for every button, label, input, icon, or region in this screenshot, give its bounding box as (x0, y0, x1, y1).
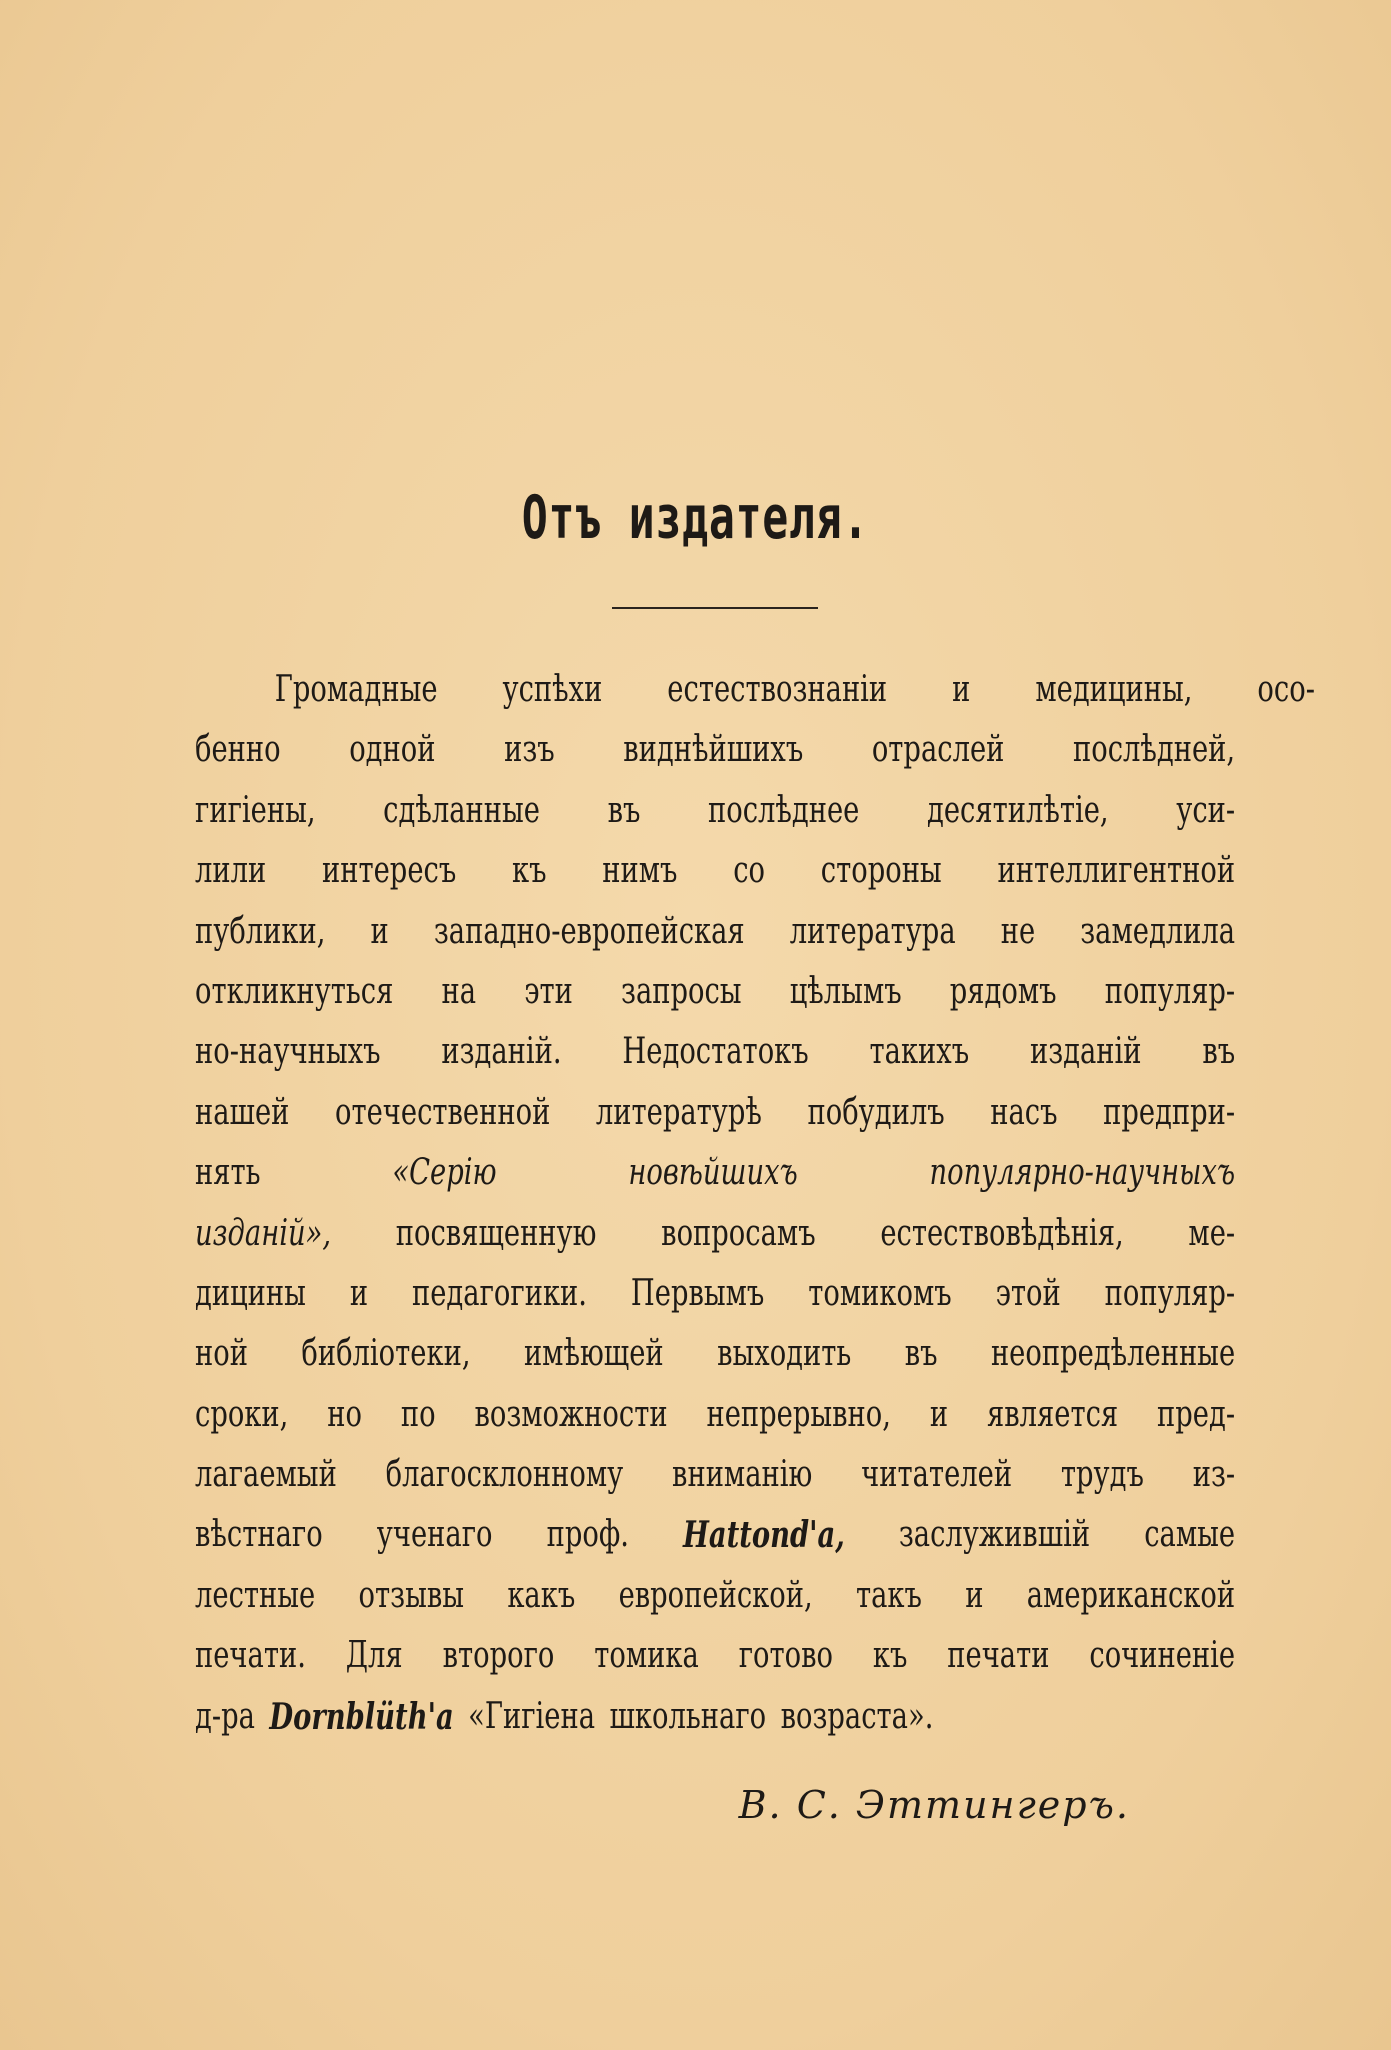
word: посвященную (395, 1212, 597, 1254)
word: американской (1026, 1574, 1236, 1616)
word: заслужившій (898, 1514, 1091, 1556)
word: откликнуться (195, 970, 394, 1012)
word: возможности (474, 1393, 668, 1435)
word: является (986, 1393, 1119, 1435)
word: нашей (195, 1091, 290, 1133)
word: бенно (195, 729, 281, 771)
word: пред- (1157, 1393, 1236, 1435)
word: «Серію (392, 1152, 497, 1194)
word: ной (195, 1333, 248, 1375)
word: популярно-научныхъ (929, 1152, 1236, 1194)
page-title: Отъ издателя. (521, 483, 870, 553)
word: популяр- (1104, 1272, 1236, 1314)
word: печати. (195, 1635, 306, 1677)
word: ученаго (376, 1514, 493, 1556)
text-line (195, 720, 1235, 780)
word: стороны (820, 850, 942, 892)
word: естествознаніи (667, 669, 888, 710)
text-line (195, 1505, 1235, 1565)
word: «Гигіена (468, 1695, 596, 1737)
word: Dornblüth'a (269, 1695, 454, 1738)
word: печати (947, 1635, 1050, 1677)
word: педагогики. (411, 1272, 587, 1314)
word: отраслей (871, 729, 1005, 771)
word: библіотеки, (301, 1333, 471, 1375)
word: Hattond'a, (683, 1514, 845, 1557)
word: томика (594, 1635, 699, 1677)
word: популяр- (1104, 970, 1236, 1012)
text-line (195, 902, 1235, 962)
text-line (195, 781, 1235, 841)
word: Для (345, 1635, 403, 1677)
word: но (327, 1393, 362, 1435)
word: и (929, 1393, 949, 1435)
word: побудилъ (807, 1091, 945, 1133)
word: готово (738, 1635, 834, 1677)
text-line (195, 1687, 1235, 1747)
word: насъ (990, 1091, 1058, 1133)
word: новѣйшихъ (628, 1152, 798, 1194)
text-line (195, 1626, 1235, 1686)
text-line (195, 1324, 1235, 1384)
word: самые (1144, 1514, 1236, 1556)
word: ме- (1188, 1212, 1236, 1254)
word: лагаемый (195, 1454, 337, 1496)
text-line (195, 962, 1235, 1022)
text-line (195, 841, 1235, 901)
word: нять (195, 1152, 261, 1194)
word: изданій», (195, 1212, 332, 1254)
word: гигіены, (195, 789, 316, 831)
text-line (195, 1083, 1235, 1143)
word: лили (195, 850, 267, 892)
title-divider (612, 607, 818, 609)
text-line (195, 1264, 1235, 1324)
signature: В. С. Эттингеръ. (738, 1783, 1130, 1827)
word: имѣющей (523, 1333, 664, 1375)
word: сроки, (195, 1393, 289, 1435)
word: интеллигентной (997, 850, 1236, 892)
word: изданій. (441, 1031, 562, 1073)
word: сочиненіе (1089, 1635, 1236, 1677)
word: непрерывно, (706, 1393, 891, 1435)
word: медицины, (1035, 669, 1193, 710)
word: на (441, 970, 477, 1012)
word: такихъ (869, 1031, 970, 1073)
word: въ (607, 789, 641, 831)
word: и (349, 1272, 369, 1314)
word: изъ (504, 729, 555, 771)
word: со (733, 850, 766, 892)
text-line (195, 660, 1315, 720)
word: проф. (546, 1514, 629, 1556)
word: осо- (1257, 669, 1315, 710)
word: и (952, 669, 971, 710)
word: вниманію (672, 1454, 813, 1496)
word: къ (872, 1635, 908, 1677)
text-line (195, 1445, 1235, 1505)
word: лестные (195, 1574, 316, 1616)
word: десятилѣтіе, (926, 789, 1109, 831)
word: отечественной (334, 1091, 551, 1133)
word: д-ра (195, 1695, 255, 1737)
word: благосклонному (385, 1454, 624, 1496)
word: рядомъ (949, 970, 1057, 1012)
word: из- (1192, 1454, 1236, 1496)
word: такъ (855, 1574, 922, 1616)
word: изданій (1029, 1031, 1142, 1073)
word: вѣстнаго (195, 1514, 323, 1556)
word: литература (789, 910, 956, 952)
word: запросы (621, 970, 742, 1012)
text-line (195, 1566, 1235, 1626)
word: послѣднее (707, 789, 860, 831)
word: Громадные (274, 669, 438, 710)
text-line (195, 1385, 1235, 1445)
word: читателей (861, 1454, 1013, 1496)
word: отзывы (358, 1574, 465, 1616)
word: и (965, 1574, 984, 1616)
word: эти (524, 970, 573, 1012)
word: дицины (195, 1272, 306, 1314)
word: школьнаго (609, 1695, 767, 1737)
word: не (1000, 910, 1036, 952)
word: естествовѣдѣнія, (880, 1212, 1124, 1254)
word: томикомъ (808, 1272, 952, 1314)
word: по (400, 1393, 436, 1435)
word: и (370, 910, 389, 952)
word: послѣдней, (1073, 729, 1236, 771)
word: уси- (1176, 789, 1236, 831)
word: одной (349, 729, 436, 771)
word: Первымъ (630, 1272, 765, 1314)
word: этой (995, 1272, 1061, 1314)
word: Недостатокъ (622, 1031, 809, 1073)
word: неопредѣленные (990, 1333, 1236, 1375)
text-line (195, 1022, 1235, 1082)
text-line (195, 1204, 1235, 1264)
word: интересъ (322, 850, 457, 892)
word: возраста». (780, 1695, 934, 1737)
word: выходить (717, 1333, 852, 1375)
word: успѣхи (502, 669, 603, 710)
word: европейской, (618, 1574, 813, 1616)
word: въ (904, 1333, 938, 1375)
word: но-научныхъ (195, 1031, 381, 1073)
text-line (195, 1143, 1235, 1203)
body-paragraph (195, 660, 1315, 1747)
word: предпри- (1103, 1091, 1236, 1133)
word: замедлила (1080, 910, 1236, 952)
word: западно-европейская (433, 910, 745, 952)
word: нимъ (602, 850, 678, 892)
word: сдѣланные (383, 789, 540, 831)
word: въ (1202, 1031, 1236, 1073)
word: литературѣ (595, 1091, 762, 1133)
word: вопросамъ (661, 1212, 816, 1254)
word: къ (512, 850, 547, 892)
word: трудъ (1060, 1454, 1144, 1496)
word: второго (442, 1635, 555, 1677)
word: какъ (507, 1574, 576, 1616)
word: виднѣйшихъ (623, 729, 804, 771)
word: цѣлымъ (789, 970, 902, 1012)
word: публики, (195, 910, 326, 952)
